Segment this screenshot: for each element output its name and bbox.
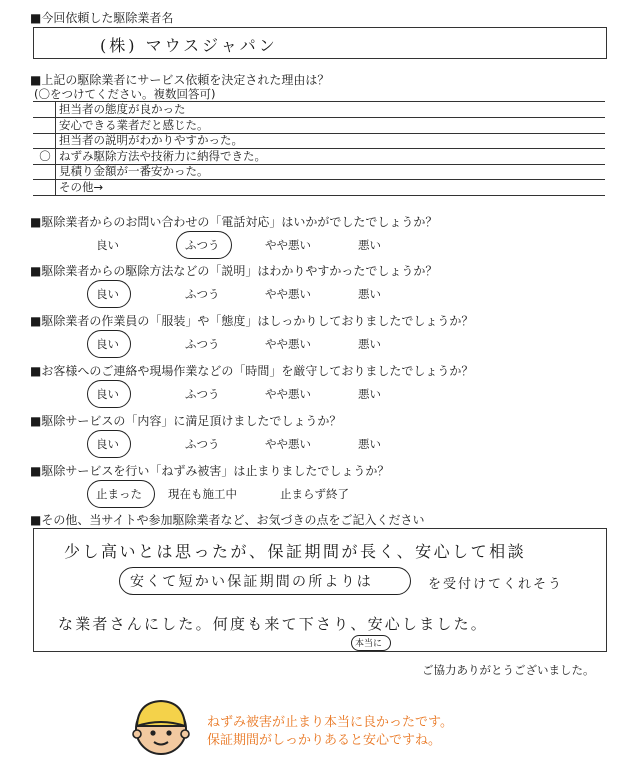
reason-row	[33, 133, 605, 149]
answer-option: ふつう	[185, 238, 220, 252]
answer-option: やや悪い	[265, 287, 311, 301]
reason-divider	[55, 164, 56, 179]
answer-option: 良い	[96, 238, 119, 252]
selected-answer-circle	[87, 480, 155, 508]
staff-comment-line-1: ねずみ被害が止まり本当に良かったです。	[207, 715, 453, 730]
reason-text: 安心できる業者だと感じた。	[59, 117, 209, 132]
answer-option: 良い	[96, 287, 119, 301]
reason-text: 見積り金額が一番安かった。	[59, 164, 209, 178]
reason-text: 担当者の説明がわかりやすかった。	[59, 133, 243, 147]
answer-option: 良い	[96, 437, 119, 451]
answer-option: 悪い	[358, 287, 381, 301]
answer-option: 悪い	[358, 437, 381, 451]
answer-option: 悪い	[358, 337, 381, 351]
thanks-text: ご協力ありがとうございました。	[422, 663, 595, 677]
comments-question: ■その他、当サイトや参加駆除業者など、お気づきの点をご記入ください	[30, 513, 425, 527]
answer-option: 良い	[96, 387, 119, 401]
staff-avatar-icon	[132, 696, 190, 758]
selected-answer-circle	[176, 231, 232, 259]
answer-option: 止まった	[96, 487, 142, 501]
reason-mark: 〇	[39, 148, 51, 163]
reason-text: 担当者の態度が良かった	[59, 102, 186, 116]
comment-line-1: 少し高いとは思ったが、保証期間が長く、安心して相談	[64, 542, 527, 561]
reason-divider	[55, 133, 56, 148]
answer-option: 止まらず終了	[280, 487, 349, 501]
answer-option: ふつう	[185, 337, 220, 351]
question-text: ■駆除業者の作業員の「服装」や「態度」はしっかりしておりましたでしょうか？	[30, 314, 474, 328]
answer-option: やや悪い	[265, 337, 311, 351]
selected-answer-circle	[87, 380, 131, 408]
comment-insert: 本当に	[355, 639, 383, 649]
reason-text: ねずみ駆除方法や技術力に納得できた。	[59, 148, 266, 163]
answer-option: 悪い	[358, 387, 381, 401]
reason-row	[33, 102, 605, 118]
answer-option: やや悪い	[265, 437, 311, 451]
selected-answer-circle	[87, 280, 131, 308]
answer-option: 悪い	[358, 238, 381, 252]
reason-text: その他→	[59, 179, 104, 194]
question-text: ■お客様へのご連絡や現場作業などの「時間」を厳守しておりましたでしょうか？	[30, 364, 474, 378]
reason-row	[33, 118, 605, 134]
reason-row	[33, 149, 605, 165]
comment-line-2-circled: 安くて短かい保証期間の所よりは	[130, 574, 373, 590]
question-text: ■駆除サービスの「内容」に満足頂けましたでしょうか？	[30, 414, 342, 428]
answer-option: やや悪い	[265, 387, 311, 401]
answer-option: ふつう	[185, 437, 220, 451]
answer-option: 良い	[96, 337, 119, 351]
comments-box	[33, 528, 607, 652]
company-question: ■今回依頼した駆除業者名	[30, 11, 174, 25]
reason-row	[33, 164, 605, 180]
selected-answer-circle	[87, 330, 131, 358]
reason-divider	[55, 180, 56, 195]
company-name-box	[33, 27, 607, 59]
reason-note: (〇をつけてください。複数回答可)	[34, 87, 216, 101]
question-text: ■駆除業者からのお問い合わせの「電話対応」はいかがでしたでしょうか？	[30, 215, 438, 229]
staff-comment-line-2: 保証期間がしっかりあると安心ですね。	[207, 733, 442, 748]
company-name-answer: (株) マウスジャパン	[100, 36, 278, 55]
reason-question: ■上記の駆除業者にサービス依頼を決定された理由は？	[30, 73, 330, 87]
answer-option: やや悪い	[265, 238, 311, 252]
reason-divider	[55, 149, 56, 164]
selected-answer-circle	[87, 430, 131, 458]
question-text: ■駆除サービスを行い「ねずみ被害」は止まりましたでしょうか？	[30, 464, 390, 478]
comment-line-3: な業者さんにした。何度も来て下さり、安心しました。	[58, 615, 489, 633]
reason-divider	[55, 118, 56, 133]
answer-option: ふつう	[185, 387, 220, 401]
reason-divider	[55, 102, 56, 117]
comment-line-2-rest: を受付けてくれそう	[428, 577, 564, 592]
answer-option: ふつう	[185, 287, 220, 301]
answer-option: 現在も施工中	[168, 487, 237, 501]
question-text: ■駆除業者からの駆除方法などの「説明」はわかりやすかったでしょうか？	[30, 264, 438, 278]
reason-row	[33, 180, 605, 196]
